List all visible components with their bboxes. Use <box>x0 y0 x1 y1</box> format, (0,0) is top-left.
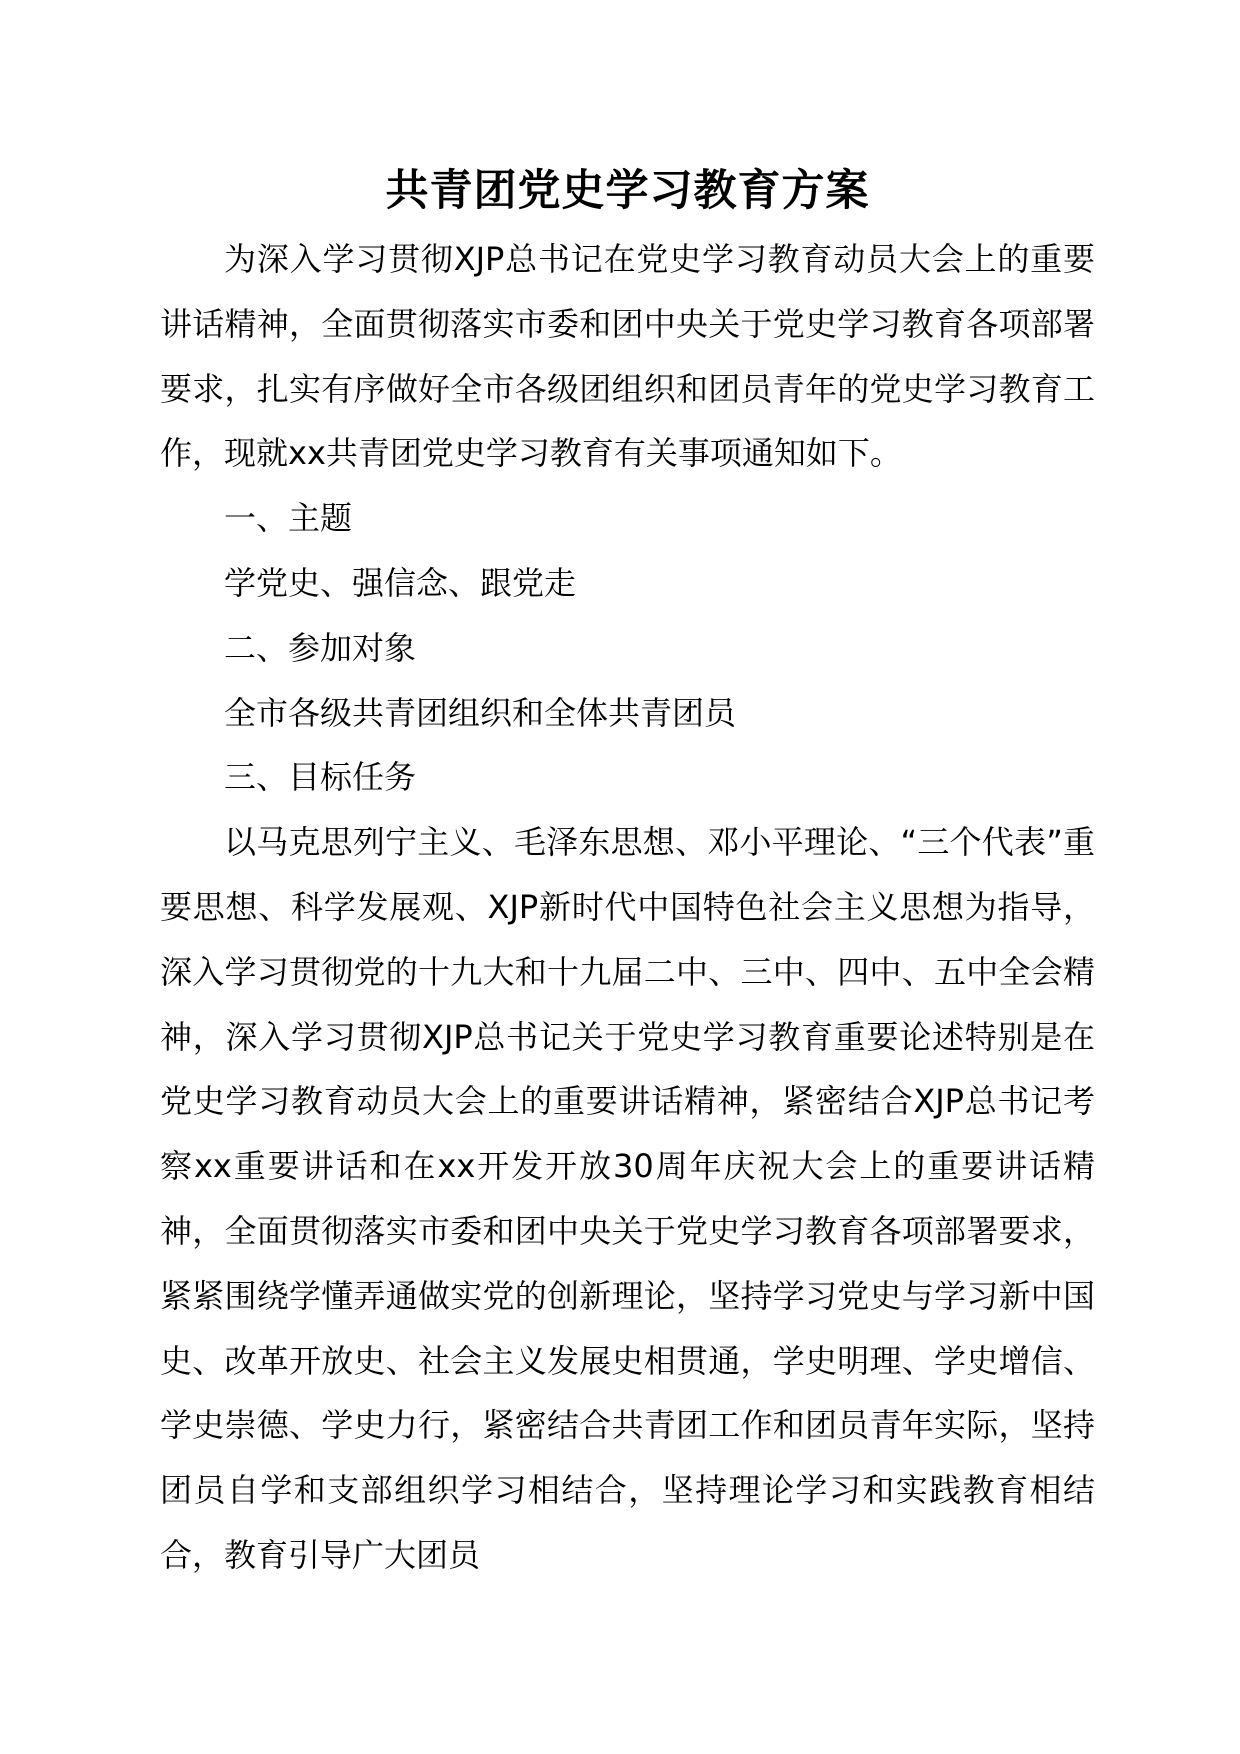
document-title: 共青团党史学习教育方案 <box>385 166 870 216</box>
section-body-goals: 以马克思列宁主义、毛泽东思想、邓小平理论、“三个代表”重要思想、科学发展观、XJP新时代中国特色社会主义思想为指导，深入学习贯彻党的十九大和十九届二中、三中、四中、五中全会精神，深入学习贯彻XJP总书记关于党史学习教育重要论述特别是在党史学习教育动员大会上的重要讲话精神，紧密结合XJP总书记考察xx重要讲话和在xx开发开放30周年庆祝大会上的重要讲话精神，全面贯彻落实市委和团中央关于党史学习教育各项部署要求，紧紧围绕学懂弄通做实党的创新理论，坚持学习党史与学习新中国史、改革开放史、社会主义发展史相贯通，学史明理、学史增信、学史崇德、学史力行，紧密结合共青团工作和团员青年实际，坚持团员自学和支部组织学习相结合，坚持理论学习和实践教育相结合，教育引导广大团员 <box>160 823 1095 1574</box>
document-page <box>160 155 1095 1588</box>
section-heading-goals: 三、目标任务 <box>224 758 417 797</box>
section-heading-theme: 一、主题 <box>224 499 353 538</box>
section-body-theme: 学党史、强信念、跟党走 <box>224 563 577 602</box>
intro-paragraph: 为深入学习贯彻XJP总书记在党史学习教育动员大会上的重要讲话精神，全面贯彻落实市委和团中央关于党史学习教育各项部署要求，扎实有序做好全市各级团组织和团员青年的党史学习教育工作，现就xx共青团党史学习教育有关事项通知如下。 <box>160 240 1095 473</box>
section-heading-participants: 二、参加对象 <box>224 628 417 667</box>
section-body-participants: 全市各级共青团组织和全体共青团员 <box>224 693 737 732</box>
